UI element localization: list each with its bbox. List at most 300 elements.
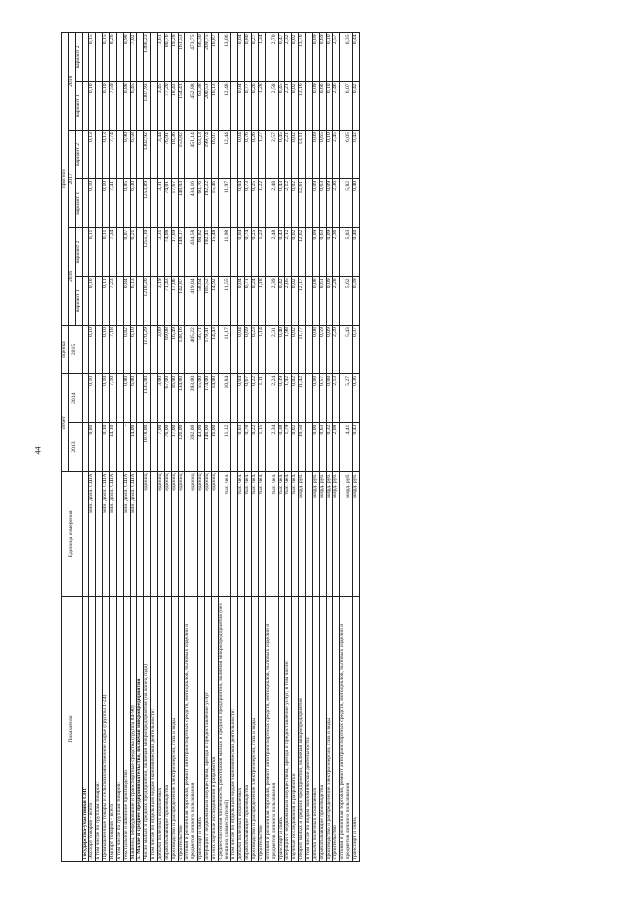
- value-cell: 80,76: [164, 33, 171, 82]
- header-unit: Единица измерения: [62, 471, 83, 596]
- value-cell: 67,00: [164, 374, 171, 423]
- value-cell: 0,26: [252, 130, 259, 179]
- value-cell: 2,24: [265, 374, 278, 423]
- value-cell: 11,98: [218, 228, 231, 277]
- value-cell: 0,10: [103, 423, 110, 472]
- value-cell: 0,11: [89, 228, 96, 277]
- value-cell: 16,13: [211, 81, 218, 130]
- value-cell: 0,90: [123, 130, 130, 179]
- value-cell: 0,82: [123, 325, 130, 374]
- value-cell: 71,43: [164, 276, 171, 325]
- value-cell: 0,42: [352, 81, 359, 130]
- value-cell: 0,84: [123, 276, 130, 325]
- value-cell: 16,87: [211, 33, 218, 82]
- value-cell: 1302,92: [144, 130, 151, 179]
- value-cell: 2,58: [265, 81, 278, 130]
- value-cell: 3,44: [158, 130, 165, 179]
- table-row: [82, 33, 89, 862]
- header-year-2018: 2018: [68, 33, 75, 131]
- value-cell: 434,16: [185, 179, 198, 228]
- value-cell: 12,62: [299, 228, 306, 277]
- value-cell: 1078,00: [144, 423, 151, 472]
- value-cell: 126,00: [178, 423, 185, 472]
- value-cell: 74,01: [164, 179, 171, 228]
- forecast-table: [61, 32, 360, 862]
- header-forecast: прогноз: [62, 33, 69, 326]
- value-cell: 2,48: [265, 179, 278, 228]
- value-cell: 0,76: [245, 130, 252, 179]
- value-cell: 0,04: [238, 228, 245, 277]
- table-row: [103, 33, 110, 862]
- row-unit: млн. долл. США: [123, 471, 130, 596]
- value-cell: 0,00: [312, 423, 319, 472]
- value-cell: 209,75: [205, 33, 212, 82]
- value-cell: 0,13: [103, 130, 110, 179]
- table-body: [82, 33, 359, 862]
- value-cell: 2,39: [265, 276, 278, 325]
- value-cell: 185,52: [205, 276, 212, 325]
- value-cell: 12,44: [218, 130, 231, 179]
- value-cell: 1210,20: [144, 276, 151, 325]
- value-cell: 0,98: [123, 33, 130, 82]
- value-cell: 8,26: [110, 33, 117, 82]
- value-cell: 0,10: [326, 81, 333, 130]
- row-unit: млн. долл. США: [89, 471, 96, 596]
- value-cell: 16,49: [171, 325, 178, 374]
- value-cell: 0,32: [326, 423, 333, 472]
- value-cell: 1,11: [258, 374, 265, 423]
- value-cell: 3,61: [158, 33, 165, 82]
- value-cell: 0,10: [103, 374, 110, 423]
- value-cell: 0,02: [292, 179, 299, 228]
- table-row: [89, 33, 96, 862]
- value-cell: 11,42: [299, 374, 306, 423]
- row-unit: млн. долл. США: [110, 471, 117, 596]
- value-cell: 14,92: [211, 276, 218, 325]
- value-cell: 6,00: [130, 374, 137, 423]
- header-variant-1: вариант 1: [75, 276, 82, 325]
- value-cell: 179,41: [205, 325, 212, 374]
- value-cell: 142,87: [178, 276, 185, 325]
- value-cell: 3,31: [158, 179, 165, 228]
- value-cell: 0,23: [252, 325, 259, 374]
- value-cell: 1,22: [258, 179, 265, 228]
- value-cell: 148,03: [178, 179, 185, 228]
- value-cell: 1,79: [285, 423, 292, 472]
- row-label: 5. Малое и среднее предпринимательство, включая микропредприятия: [137, 597, 144, 862]
- row-label: операции с недвижимым имуществом, аренда и предоставление услуг: [205, 597, 212, 862]
- value-cell: 10,50: [299, 423, 306, 472]
- value-cell: 55,00: [198, 374, 205, 423]
- value-cell: 1,34: [258, 33, 265, 82]
- value-cell: 2,21: [285, 81, 292, 130]
- value-cell: 2,28: [333, 276, 340, 325]
- value-cell: 392,00: [185, 423, 198, 472]
- row-label: Среднесписочная численность работников малых и средних предприятий, включая микропредприятия (без внешних совместителей): [218, 597, 231, 862]
- header-year-2015: 2015: [68, 325, 82, 374]
- value-cell: 0,44: [352, 33, 359, 82]
- value-cell: 405,22: [185, 325, 198, 374]
- value-cell: 7,74: [110, 130, 117, 179]
- table-row: [285, 33, 292, 862]
- value-cell: 0,04: [238, 130, 245, 179]
- value-cell: 12,48: [218, 81, 231, 130]
- row-unit: тыс. чел.: [292, 471, 299, 596]
- value-cell: 0,02: [292, 374, 299, 423]
- row-unit: единиц: [158, 471, 165, 596]
- row-label: транспорт и связь: [352, 597, 359, 862]
- value-cell: 0,02: [292, 276, 299, 325]
- header-variant-2: вариант 2: [75, 130, 82, 179]
- value-cell: 2,12: [285, 228, 292, 277]
- value-cell: 1253,89: [144, 179, 151, 228]
- header-indicator: Показатели: [62, 597, 83, 862]
- value-cell: 0,10: [89, 276, 96, 325]
- value-cell: 419,04: [185, 276, 198, 325]
- value-cell: 0,74: [245, 228, 252, 277]
- row-unit: единиц: [171, 471, 178, 596]
- table-row: [116, 33, 123, 862]
- value-cell: 2,08: [333, 423, 340, 472]
- value-cell: 60,76: [198, 179, 205, 228]
- row-unit: тыс. чел.: [238, 471, 245, 596]
- value-cell: 192,22: [205, 179, 212, 228]
- row-label: Импорт товаров - всего: [110, 597, 117, 862]
- value-cell: 0,40: [278, 325, 285, 374]
- value-cell: 0,63: [319, 228, 326, 277]
- value-cell: 138,16: [178, 325, 185, 374]
- row-label: производство и распределение электроэнергии, газа и воды: [171, 597, 178, 862]
- value-cell: 76,00: [164, 423, 171, 472]
- value-cell: 0,04: [238, 81, 245, 130]
- row-label: производство и распределение электроэнергии, газа и воды: [252, 597, 259, 862]
- value-cell: 0,08: [326, 374, 333, 423]
- value-cell: 5,43: [340, 325, 353, 374]
- value-cell: 0,43: [278, 179, 285, 228]
- row-unit: млн. долл. США: [103, 471, 110, 596]
- value-cell: 15,46: [211, 179, 218, 228]
- value-cell: 0,11: [103, 228, 110, 277]
- row-unit: тыс. чел.: [265, 471, 278, 596]
- value-cell: 0,09: [326, 179, 333, 228]
- value-cell: 11,55: [218, 276, 231, 325]
- value-cell: 0,25: [252, 179, 259, 228]
- value-cell: 6,07: [340, 81, 353, 130]
- value-cell: 0,09: [312, 228, 319, 277]
- table-row: [158, 33, 165, 862]
- table-row: [312, 33, 319, 862]
- value-cell: 0,57: [319, 374, 326, 423]
- row-label: в том числе по отдельным видам экономической деятельности:: [151, 597, 158, 862]
- row-label: в том числе по видам экономической деятельности:: [305, 597, 312, 862]
- value-cell: 0,02: [292, 228, 299, 277]
- value-cell: 2,05: [285, 276, 292, 325]
- value-cell: 0,03: [238, 423, 245, 472]
- value-cell: 1366,23: [144, 33, 151, 82]
- value-cell: 0,11: [103, 276, 110, 325]
- value-cell: 0,25: [252, 228, 259, 277]
- row-unit: млрд. руб.: [319, 471, 326, 596]
- value-cell: 161,53: [178, 33, 185, 82]
- value-cell: 16,00: [211, 423, 218, 472]
- value-cell: 473,75: [185, 33, 198, 82]
- table-row: [319, 33, 326, 862]
- value-cell: 3,45: [158, 81, 165, 130]
- value-cell: 7,41: [110, 179, 117, 228]
- value-cell: 0,47: [278, 33, 285, 82]
- value-cell: 0,61: [319, 276, 326, 325]
- value-cell: 0,10: [103, 179, 110, 228]
- value-cell: 69,08: [164, 325, 171, 374]
- value-cell: 0,77: [245, 81, 252, 130]
- row-unit: единиц: [211, 471, 218, 596]
- header-year-2017: 2017: [68, 130, 75, 228]
- table-row: [352, 33, 359, 862]
- row-label: обрабатывающие производства: [164, 597, 171, 862]
- value-cell: 0,45: [278, 130, 285, 179]
- header-variant-2: вариант 2: [75, 228, 82, 277]
- value-cell: 2,45: [333, 130, 340, 179]
- table-row: [231, 33, 238, 862]
- value-cell: 58,64: [198, 276, 205, 325]
- value-cell: 0,69: [245, 325, 252, 374]
- value-cell: [116, 423, 123, 472]
- value-cell: 1,15: [258, 423, 265, 472]
- value-cell: 0,02: [292, 325, 299, 374]
- value-cell: 2,57: [265, 130, 278, 179]
- value-cell: 77,20: [164, 81, 171, 130]
- row-unit: единиц: [198, 471, 205, 596]
- value-cell: 0,80: [123, 374, 130, 423]
- value-cell: 16,07: [211, 130, 218, 179]
- value-cell: 0,69: [319, 33, 326, 82]
- header-year-2016: 2016: [68, 228, 75, 326]
- value-cell: 2,36: [333, 228, 340, 277]
- value-cell: 6,05: [340, 130, 353, 179]
- value-cell: 4,41: [340, 423, 353, 472]
- value-cell: 17,69: [171, 228, 178, 277]
- value-cell: 17,06: [171, 276, 178, 325]
- value-cell: 17,00: [171, 423, 178, 472]
- row-unit: тыс. чел.: [252, 471, 259, 596]
- table-row: [151, 33, 158, 862]
- value-cell: 18,36: [171, 130, 178, 179]
- row-label: оптовая и розничная торговля, ремонт автотранспортных средств, мотоциклов, бытовых изделий и предметов личного пользования: [265, 597, 278, 862]
- value-cell: 6,10: [130, 325, 137, 374]
- value-cell: 2,20: [333, 325, 340, 374]
- value-cell: 6,21: [130, 228, 137, 277]
- row-unit: млрд. руб.: [326, 471, 333, 596]
- value-cell: 7,34: [110, 228, 117, 277]
- row-label: Экспорт товаров - всего: [89, 597, 96, 862]
- table-row: [265, 33, 278, 862]
- value-cell: 0,71: [245, 276, 252, 325]
- value-cell: 0,22: [252, 423, 259, 472]
- value-cell: 7,00: [158, 423, 165, 472]
- row-label: производство и распределение электроэнергии, газа и воды: [326, 597, 333, 862]
- value-cell: 63,38: [198, 81, 205, 130]
- value-cell: 148,17: [178, 228, 185, 277]
- value-cell: 434,58: [185, 228, 198, 277]
- value-cell: 0,38: [278, 423, 285, 472]
- value-cell: 0,24: [252, 276, 259, 325]
- row-unit: единиц: [205, 471, 212, 596]
- value-cell: 3,09: [158, 325, 165, 374]
- row-label: строительство: [258, 597, 265, 862]
- value-cell: 2,36: [333, 179, 340, 228]
- value-cell: 1,92: [285, 374, 292, 423]
- value-cell: 0,10: [89, 374, 96, 423]
- value-cell: 5,27: [340, 374, 353, 423]
- value-cell: 0,27: [252, 33, 259, 82]
- value-cell: 63,13: [198, 130, 205, 179]
- value-cell: 0,13: [89, 130, 96, 179]
- value-cell: 134,00: [178, 374, 185, 423]
- row-unit: млрд. руб.: [340, 471, 353, 596]
- value-cell: 17,67: [171, 179, 178, 228]
- value-cell: 0,08: [312, 325, 319, 374]
- value-cell: 6,13: [130, 276, 137, 325]
- value-cell: 1,27: [258, 130, 265, 179]
- value-cell: 0,04: [238, 33, 245, 82]
- row-label: операции с недвижимым имуществом, аренда и предоставление услуг, в том числе:: [285, 597, 292, 862]
- row-unit: млрд. руб.: [333, 471, 340, 596]
- row-label: в том числе по группам товаров:: [116, 597, 123, 862]
- row-label: оптовая и розничная торговля, ремонт автотранспортных средств, мотоциклов, бытовых изделий и предметов личного пользования: [340, 597, 353, 862]
- value-cell: 11,77: [299, 325, 306, 374]
- value-cell: -: [123, 423, 130, 472]
- header-variant-1: вариант 1: [75, 179, 82, 228]
- row-unit: единиц: [185, 471, 198, 596]
- value-cell: 0,39: [352, 276, 359, 325]
- value-cell: 393,00: [185, 374, 198, 423]
- value-cell: 7,10: [110, 374, 117, 423]
- row-label: оптовая и розничная торговля, ремонт автотранспортных средств, мотоциклов, бытовых изделий и предметов личного пользования: [185, 597, 198, 862]
- value-cell: 0,40: [352, 179, 359, 228]
- value-cell: 0,04: [238, 179, 245, 228]
- value-cell: 2,31: [265, 325, 278, 374]
- value-cell: 13,11: [299, 130, 306, 179]
- value-cell: 0,80: [245, 33, 252, 82]
- row-label: добыча полезных ископаемых: [238, 597, 245, 862]
- value-cell: 56,71: [198, 325, 205, 374]
- row-unit: единиц: [144, 471, 151, 596]
- value-cell: 0,09: [326, 325, 333, 374]
- value-cell: 1307,93: [144, 81, 151, 130]
- value-cell: 6,35: [340, 33, 353, 82]
- value-cell: 3,19: [158, 276, 165, 325]
- value-cell: 3,00: [158, 374, 165, 423]
- row-label: добыча полезных ископаемых: [312, 597, 319, 862]
- value-cell: 0,85: [123, 179, 130, 228]
- value-cell: 0,02: [292, 130, 299, 179]
- value-cell: 0,09: [326, 276, 333, 325]
- value-cell: 1,18: [258, 276, 265, 325]
- value-cell: 1,14: [258, 325, 265, 374]
- value-cell: 3,31: [158, 228, 165, 277]
- table-row: [110, 33, 117, 862]
- row-label: транспорт и связь: [278, 597, 285, 862]
- value-cell: 10,84: [218, 374, 231, 423]
- value-cell: 0,10: [89, 325, 96, 374]
- value-cell: 0,42: [278, 276, 285, 325]
- value-cell: 0,09: [312, 81, 319, 130]
- value-cell: 2,13: [333, 374, 340, 423]
- row-label: из них научные исследования и разработки: [211, 597, 218, 862]
- value-cell: 5,62: [340, 276, 353, 325]
- value-cell: 12,61: [299, 179, 306, 228]
- value-cell: 11,17: [218, 325, 231, 374]
- value-cell: 5,83: [340, 228, 353, 277]
- value-cell: 18,43: [171, 81, 178, 130]
- value-cell: 5,82: [340, 179, 353, 228]
- row-unit: тыс. чел.: [285, 471, 292, 596]
- value-cell: 2,21: [285, 130, 292, 179]
- value-cell: 0,39: [278, 374, 285, 423]
- value-cell: 0,10: [89, 81, 96, 130]
- value-cell: 0,04: [238, 374, 245, 423]
- row-label: добыча полезных ископаемых: [158, 597, 165, 862]
- value-cell: 0,70: [245, 423, 252, 472]
- value-cell: 0,63: [319, 423, 326, 472]
- value-cell: 0,88: [123, 81, 130, 130]
- row-label: Оборот малых и средних предприятий, включая микропредприятия: [299, 597, 306, 862]
- value-cell: 0,66: [319, 81, 326, 130]
- value-cell: 2,46: [333, 81, 340, 130]
- value-cell: 60,82: [198, 228, 205, 277]
- table-row: [185, 33, 198, 862]
- value-cell: 0,15: [89, 33, 96, 82]
- value-cell: 0,10: [103, 325, 110, 374]
- value-cell: 1,28: [258, 81, 265, 130]
- value-cell: 1170,29: [144, 325, 151, 374]
- value-cell: 1,98: [285, 325, 292, 374]
- value-cell: 16,00: [171, 374, 178, 423]
- value-cell: 153,82: [178, 130, 185, 179]
- value-cell: 2,12: [285, 179, 292, 228]
- value-cell: 0,09: [312, 33, 319, 82]
- value-cell: 11,97: [218, 179, 231, 228]
- value-cell: 0,09: [326, 228, 333, 277]
- rotated-table-container: [61, 32, 621, 862]
- value-cell: 0,02: [292, 81, 299, 130]
- row-label: строительство: [178, 597, 185, 862]
- value-cell: 0,67: [245, 374, 252, 423]
- value-cell: 0,43: [352, 423, 359, 472]
- value-cell: 7,18: [110, 325, 117, 374]
- value-cell: 0,15: [103, 33, 110, 82]
- row-unit: млрд. руб.: [299, 471, 306, 596]
- value-cell: 14,00: [130, 423, 137, 472]
- row-unit: тыс. чел.: [245, 471, 252, 596]
- value-cell: 14,10: [110, 423, 117, 472]
- value-cell: 0,59: [319, 325, 326, 374]
- table-row: [238, 33, 245, 862]
- value-cell: 6,30: [130, 179, 137, 228]
- header-actual: отчет: [62, 374, 69, 472]
- row-unit: млрд. руб.: [352, 471, 359, 596]
- row-unit: тыс. чел.: [258, 471, 265, 596]
- row-unit: млрд. руб.: [312, 471, 319, 596]
- row-label: текстильное и швейное производство: [123, 597, 130, 862]
- value-cell: 0,04: [238, 325, 245, 374]
- row-label: Машины, оборудование и транспортные средства (группа 84-90): [130, 597, 137, 862]
- value-cell: 0,73: [245, 179, 252, 228]
- value-cell: 0,36: [352, 374, 359, 423]
- value-cell: 0,04: [238, 276, 245, 325]
- table-row: [326, 33, 333, 862]
- row-label: обрабатывающие производства: [245, 597, 252, 862]
